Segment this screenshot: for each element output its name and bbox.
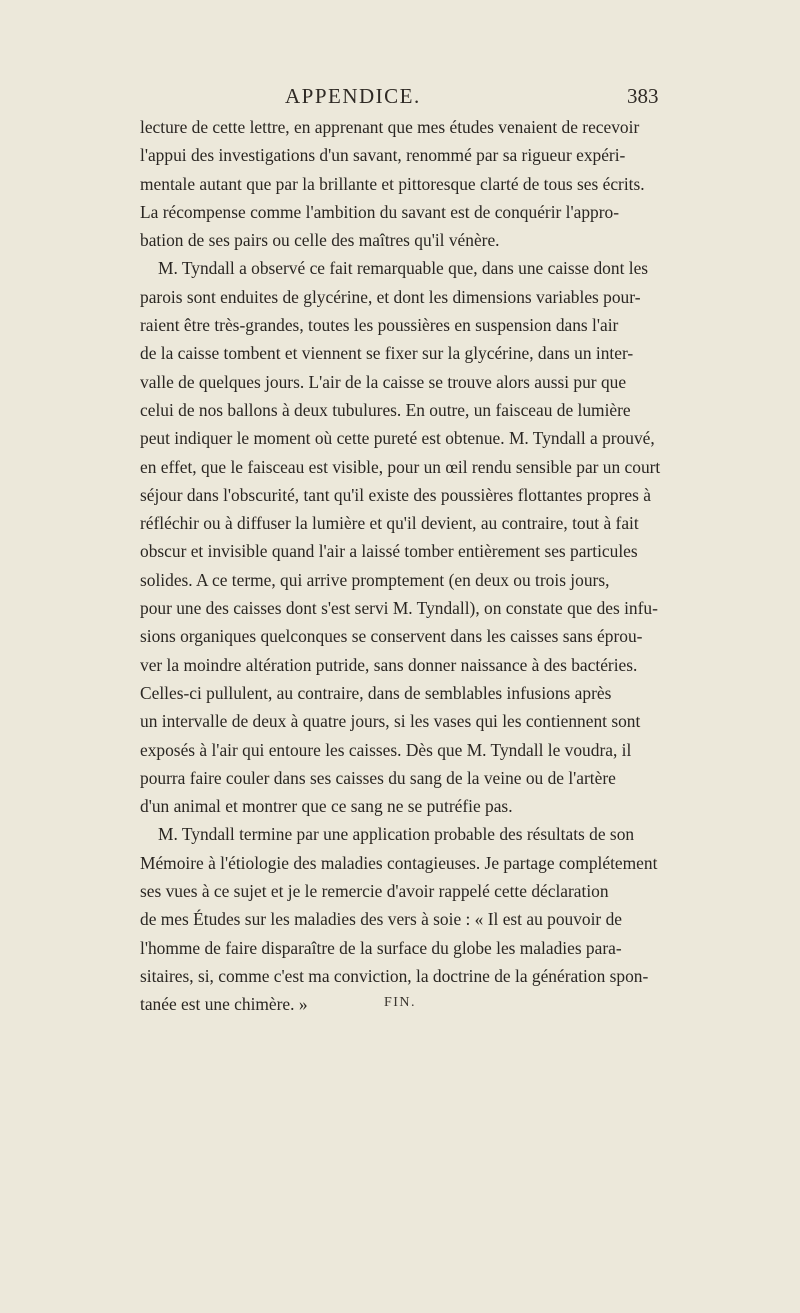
text-line: celui de nos ballons à deux tubulures. En outre, un faisceau de lumière [140,399,631,420]
running-head [0,84,800,114]
text-line: Celles-ci pullulent, au contraire, dans de semblables infusions après [140,682,612,703]
text-line: valle de quelques jours. L'air de la caisse se trouve alors aussi pur que [140,371,627,392]
text-line: en effet, que le faisceau est visible, pour un œil rendu sensible par un court [140,456,661,477]
text-line: Mémoire à l'étiologie des maladies contagieuses. Je partage complétement [140,852,658,873]
body-text [140,113,661,1019]
text-line: La récompense comme l'ambition du savant est de conquérir l'appro- [140,201,620,222]
text-line: parois sont enduites de glycérine, et dont les dimensions variables pour- [140,286,641,307]
text-line: mentale autant que par la brillante et pittoresque clarté de tous ses écrits. [140,173,645,194]
text-line: exposés à l'air qui entoure les caisses. Dès que M. Tyndall le voudra, il [140,739,632,760]
text-line: l'appui des investigations d'un savant, renommé par sa rigueur expéri- [140,145,626,166]
paragraph-first-line: M. Tyndall a observé ce fait remarquable que, dans une caisse dont les [158,258,649,279]
text-line: tanée est une chimère. » [140,994,308,1015]
text-line: pour une des caisses dont s'est servi M. Tyndall), on constate que des infu- [140,598,658,619]
text-line: raient être très-grandes, toutes les poussières en suspension dans l'air [140,315,619,336]
text-line: d'un animal et montrer que ce sang ne se putréfie pas. [140,796,513,817]
text-line: réfléchir ou à diffuser la lumière et qu'il devient, au contraire, tout à fait [140,513,639,534]
text-line: lecture de cette lettre, en apprenant que mes études venaient de recevoir [140,117,640,137]
text-line: sions organiques quelconques se conservent dans les caisses sans éprou- [140,626,643,647]
text-line: obscur et invisible quand l'air a laissé tomber entièrement ses particules [140,541,638,562]
text-line: ver la moindre altération putride, sans donner naissance à des bactéries. [140,654,638,675]
text-line: pourra faire couler dans ses caisses du sang de la veine ou de l'artère [140,767,616,788]
text-line: de la caisse tombent et viennent se fixer sur la glycérine, dans un inter- [140,343,634,364]
text-line: un intervalle de deux à quatre jours, si les vases qui les contiennent sont [140,711,641,732]
text-line: ses vues à ce sujet et je le remercie d'avoir rappelé cette déclaration [140,881,609,902]
page-number: 383 [627,84,659,108]
text-line: peut indiquer le moment où cette pureté est obtenue. M. Tyndall a prouvé, [140,428,655,449]
text-line: solides. A ce terme, qui arrive promptement (en deux ou trois jours, [140,569,610,590]
text-line: sitaires, si, comme c'est ma conviction, la doctrine de la génération spon- [140,965,649,986]
running-title: APPENDICE. [285,84,421,108]
paragraph-first-line: M. Tyndall termine par une application probable des résultats de son [158,824,635,845]
end-mark: FIN. [383,995,417,1010]
text-line: l'homme de faire disparaître de la surface du globe les maladies para- [140,937,622,958]
text-line: de mes Études sur les maladies des vers à soie : « Il est au pouvoir de [140,909,622,930]
text-line: bation de ses pairs ou celle des maîtres qu'il vénère. [140,230,500,251]
text-line: séjour dans l'obscurité, tant qu'il existe des poussières flottantes propres à [140,484,651,505]
